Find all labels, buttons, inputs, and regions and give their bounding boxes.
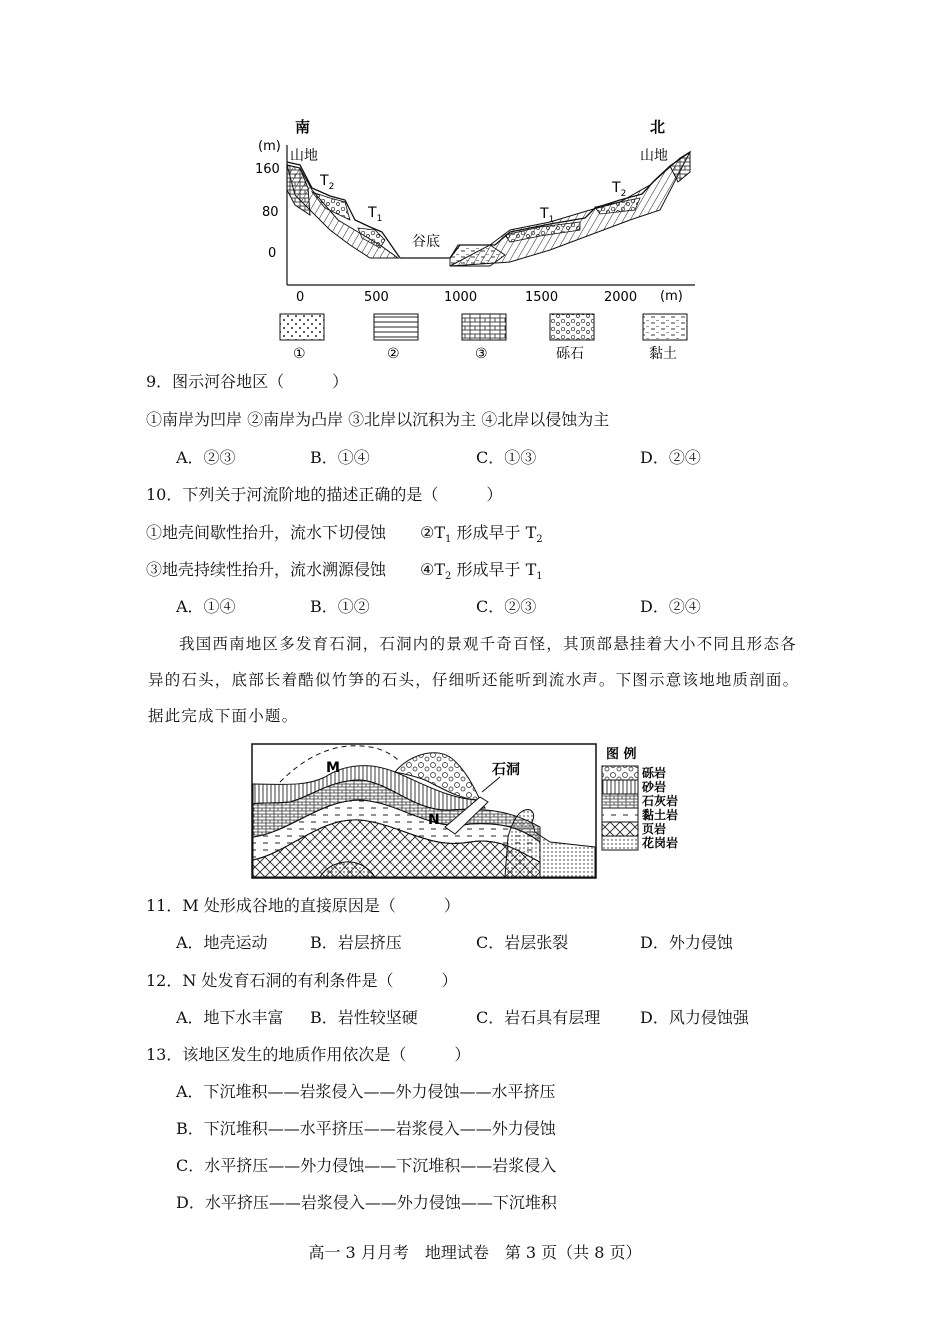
q10-item3: ③地壳持续性抬升，流水溯源侵蚀 — [146, 560, 387, 579]
legend-claystone — [602, 808, 638, 822]
legend-granite — [602, 836, 638, 850]
y-tick: 160 — [255, 162, 280, 177]
north-label: 北 — [650, 118, 666, 136]
q10-option-c[interactable]: C．②③ — [476, 597, 537, 616]
page-footer: 高一 3 月月考 地理试卷 第 3 页（共 8 页） — [308, 1243, 642, 1262]
legend-text: 石灰岩 — [642, 794, 679, 808]
legend-shale — [602, 822, 638, 836]
y-tick: 80 — [262, 205, 279, 220]
legend-box-clay — [643, 314, 687, 340]
legend-limestone — [602, 794, 638, 808]
q13-option-a[interactable]: A．下沉堆积——岩浆侵入——外力侵蚀——水平挤压 — [176, 1082, 556, 1101]
q10-item4: $④T_2$ 形成早于 $T_1$ — [420, 560, 543, 583]
q10-option-a[interactable]: A．①④ — [176, 597, 236, 616]
south-label: 南 — [295, 118, 311, 136]
valley-label: 谷底 — [412, 234, 440, 250]
q9-stem: 9．图示河谷地区（ ） — [146, 372, 349, 391]
legend-label: 砾石 — [556, 346, 584, 362]
cave-label: 石洞 — [492, 762, 520, 778]
legend-title: 图 例 — [606, 747, 637, 762]
q13-option-c[interactable]: C．水平挤压——外力侵蚀——下沉堆积——岩浆侵入 — [176, 1156, 557, 1175]
y-unit: (m) — [258, 139, 281, 154]
q9-option-d[interactable]: D．②④ — [640, 448, 701, 467]
q12-option-b[interactable]: B．岩性较坚硬 — [310, 1008, 418, 1027]
x-tick: 1500 — [525, 290, 559, 305]
legend-text: 砂岩 — [642, 780, 667, 794]
t1-right: $T_1$ — [540, 206, 555, 225]
legend-conglomerate — [602, 766, 638, 780]
q13-option-d[interactable]: D．水平挤压——岩浆侵入——外力侵蚀——下沉堆积 — [176, 1193, 557, 1212]
q9-option-c[interactable]: C．①③ — [476, 448, 537, 467]
x-tick: 2000 — [604, 290, 638, 305]
x-tick: 1000 — [444, 290, 478, 305]
legend-sandstone — [602, 780, 638, 794]
q10-item2: $②T_1$ 形成早于 $T_2$ — [420, 523, 543, 546]
mountain-left: 山地 — [290, 148, 318, 164]
legend-box-limestone — [462, 314, 506, 340]
legend-text: 花岗岩 — [642, 836, 679, 850]
passage: 我国西南地区多发育石洞，石洞内的景观千奇百怪，其顶部悬挂着大小不同且形态各异的石头，底部长着酷似竹笋的石头，仔细听还能听到流水声。下图示意该地地质剖面。据此完成下面小题。 — [148, 635, 800, 725]
legend-text: 黏土岩 — [642, 808, 679, 822]
x-tick: 0 — [296, 290, 305, 305]
q13-stem: 13．该地区发生的地质作用依次是（ ） — [146, 1045, 471, 1064]
q12-option-d[interactable]: D．风力侵蚀强 — [640, 1008, 749, 1027]
q11-stem: 11．M 处形成谷地的直接原因是（ ） — [146, 896, 460, 915]
legend-box-layered — [374, 314, 418, 340]
q9-items: ①南岸为凹岸 ②南岸为凸岸 ③北岸以沉积为主 ④北岸以侵蚀为主 — [146, 410, 610, 429]
mountain-right: 山地 — [640, 148, 668, 164]
x-tick: 500 — [364, 290, 389, 305]
legend-text: 砾岩 — [642, 766, 667, 780]
q11-option-b[interactable]: B．岩层挤压 — [310, 933, 402, 952]
y-tick: 0 — [268, 246, 277, 261]
label-m: M — [326, 760, 340, 776]
legend-label: ③ — [475, 346, 488, 362]
q11-option-a[interactable]: A．地壳运动 — [176, 933, 268, 952]
x-unit: (m) — [660, 289, 683, 304]
legend-label: ① — [293, 346, 306, 362]
q12-stem: 12．N 处发育石洞的有利条件是（ ） — [146, 971, 458, 990]
t2-left: $T_2$ — [320, 173, 335, 192]
q12-option-a[interactable]: A．地下水丰富 — [176, 1008, 284, 1027]
q9-option-a[interactable]: A．②③ — [176, 448, 236, 467]
q11-option-d[interactable]: D．外力侵蚀 — [640, 933, 733, 952]
right-bank-rock — [450, 152, 690, 266]
legend-label: ② — [387, 346, 400, 362]
river-valley-profile-figure — [250, 110, 710, 365]
geologic-section-figure — [250, 742, 710, 882]
q12-option-c[interactable]: C．岩石具有层理 — [476, 1008, 601, 1027]
q9-option-b[interactable]: B．①④ — [310, 448, 370, 467]
q10-item1: ①地壳间歇性抬升，流水下切侵蚀 — [146, 523, 387, 542]
legend-box-sand — [280, 314, 324, 340]
t1-left: $T_1$ — [368, 205, 383, 224]
left-bedrock — [287, 165, 310, 215]
q10-stem: 10．下列关于河流阶地的描述正确的是（ ） — [146, 485, 503, 504]
q11-option-c[interactable]: C．岩层张裂 — [476, 933, 569, 952]
legend-box-gravel — [550, 314, 594, 340]
q10-option-b[interactable]: B．①② — [310, 597, 370, 616]
legend-label: 黏土 — [649, 346, 677, 362]
t2-right: $T_2$ — [612, 180, 627, 199]
q13-option-b[interactable]: B．下沉堆积——水平挤压——岩浆侵入——外力侵蚀 — [176, 1119, 556, 1138]
q10-option-d[interactable]: D．②④ — [640, 597, 701, 616]
label-n: N — [428, 812, 440, 828]
legend-text: 页岩 — [642, 822, 667, 836]
